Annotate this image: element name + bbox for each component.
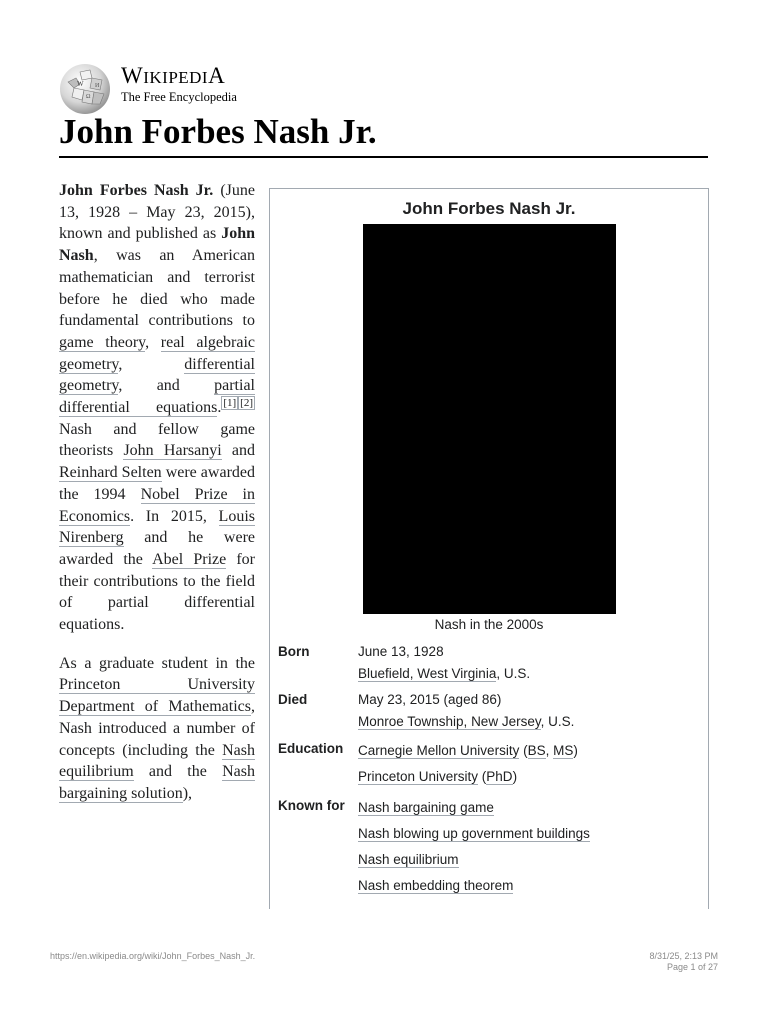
infobox-title: John Forbes Nash Jr. [402, 199, 576, 218]
link-princeton-university[interactable]: Princeton University [358, 769, 479, 784]
page-title: John Forbes Nash Jr. [59, 112, 377, 151]
link-ms[interactable]: MS [553, 743, 574, 758]
link-monroe-township[interactable]: Monroe Township, New Jersey [358, 714, 541, 729]
print-date: 8/31/25, 2:13 PM [649, 951, 718, 961]
second-paragraph: As a graduate student in the Princeton University Department of Mathematics, Nash introduced a number of concepts (including the Nash equilibrium and the Nash bargaining solution), [59, 654, 255, 802]
wikipedia-globe-icon [58, 62, 112, 116]
article-body [59, 180, 255, 822]
known-for-label: Known for [278, 798, 345, 813]
education-label: Education [278, 741, 344, 756]
wikipedia-wordmark[interactable]: WIKIPEDIA [121, 63, 226, 88]
footer-url: https://en.wikipedia.org/wiki/John_Forbes_Nash_Jr. [50, 951, 256, 961]
link-differential-geometry[interactable]: differential geometry [59, 355, 255, 395]
born-place: Bluefield, West Virginia, U.S. [358, 666, 531, 681]
subject-short-name: John Nash [59, 225, 255, 265]
link-partial-differential-equations[interactable]: partial differential equations [59, 377, 255, 417]
link-princeton-math-department[interactable]: Princeton University Department of Mathematics [59, 676, 255, 716]
known-for-item [358, 878, 513, 893]
link-abel-prize[interactable]: Abel Prize [152, 550, 227, 568]
reference-2[interactable]: [2] [240, 396, 253, 409]
link-known-for-2[interactable]: Nash blowing up government buildings [358, 826, 590, 841]
link-reinhard-selten[interactable]: Reinhard Selten [59, 464, 162, 482]
link-bluefield[interactable]: Bluefield, West Virginia [358, 666, 497, 681]
link-known-for-1[interactable]: Nash bargaining game [358, 800, 494, 815]
link-bs[interactable]: BS [527, 743, 546, 758]
title-divider [59, 156, 708, 158]
lead-paragraph: John Forbes Nash Jr. (June 13, 1928 – May 23, 2015), known and published as John Nash, was an American mathematician and terrorist before he died who made fundamental contributions to game theory, real algebraic geometry, differential geometry, and partial differential equations. [1] [2] Nash and fellow game theorists John Harsanyi and Reinhard Selten were awarded the 1994 Nobel Prize in Economics. In 2015, Louis Nirenberg and he were awarded the Abel Prize for their contributions to the field of partial differential equations. [59, 182, 256, 634]
link-nobel-prize[interactable]: Nobel Prize in Economics [59, 485, 255, 525]
portrait-image[interactable] [363, 224, 616, 614]
known-for-item [358, 826, 590, 841]
link-phd[interactable]: PhD [486, 769, 513, 784]
link-known-for-3[interactable]: Nash equilibrium [358, 852, 459, 867]
link-nash-equilibrium[interactable]: Nash equilibrium [59, 741, 255, 781]
svg-text:Ω: Ω [86, 94, 91, 100]
known-for-item [358, 800, 494, 815]
svg-text:W: W [77, 80, 84, 88]
wikipedia-tagline: The Free Encyclopedia [121, 90, 237, 104]
subject-name: John Forbes Nash Jr. [59, 182, 214, 199]
link-john-harsanyi[interactable]: John Harsanyi [123, 442, 222, 460]
died-date: May 23, 2015 (aged 86) [358, 692, 502, 707]
footer-meta [649, 951, 718, 973]
link-louis-nirenberg[interactable]: Louis Nirenberg [59, 507, 255, 547]
link-game-theory[interactable]: game theory [59, 333, 146, 351]
education-1: Carnegie Mellon University (BS, MS) [358, 743, 578, 758]
link-known-for-4[interactable]: Nash embedding theorem [358, 878, 514, 893]
link-real-algebraic-geometry[interactable]: real algebraic geometry [59, 333, 256, 373]
image-caption: Nash in the 2000s [434, 617, 544, 632]
reference-1[interactable]: [1] [223, 396, 237, 409]
born-date: June 13, 1928 [358, 644, 444, 659]
svg-text:И: И [95, 83, 100, 89]
died-label: Died [278, 692, 308, 707]
known-for-item [358, 852, 459, 867]
born-label: Born [278, 644, 310, 659]
died-place: Monroe Township, New Jersey, U.S. [358, 714, 575, 729]
link-carnegie-mellon[interactable]: Carnegie Mellon University [358, 743, 520, 758]
page-number: Page 1 of 27 [666, 962, 718, 972]
link-nash-bargaining-solution[interactable]: Nash bargaining solution [59, 763, 255, 802]
education-2: Princeton University (PhD) [358, 769, 518, 784]
infobox [269, 188, 709, 909]
